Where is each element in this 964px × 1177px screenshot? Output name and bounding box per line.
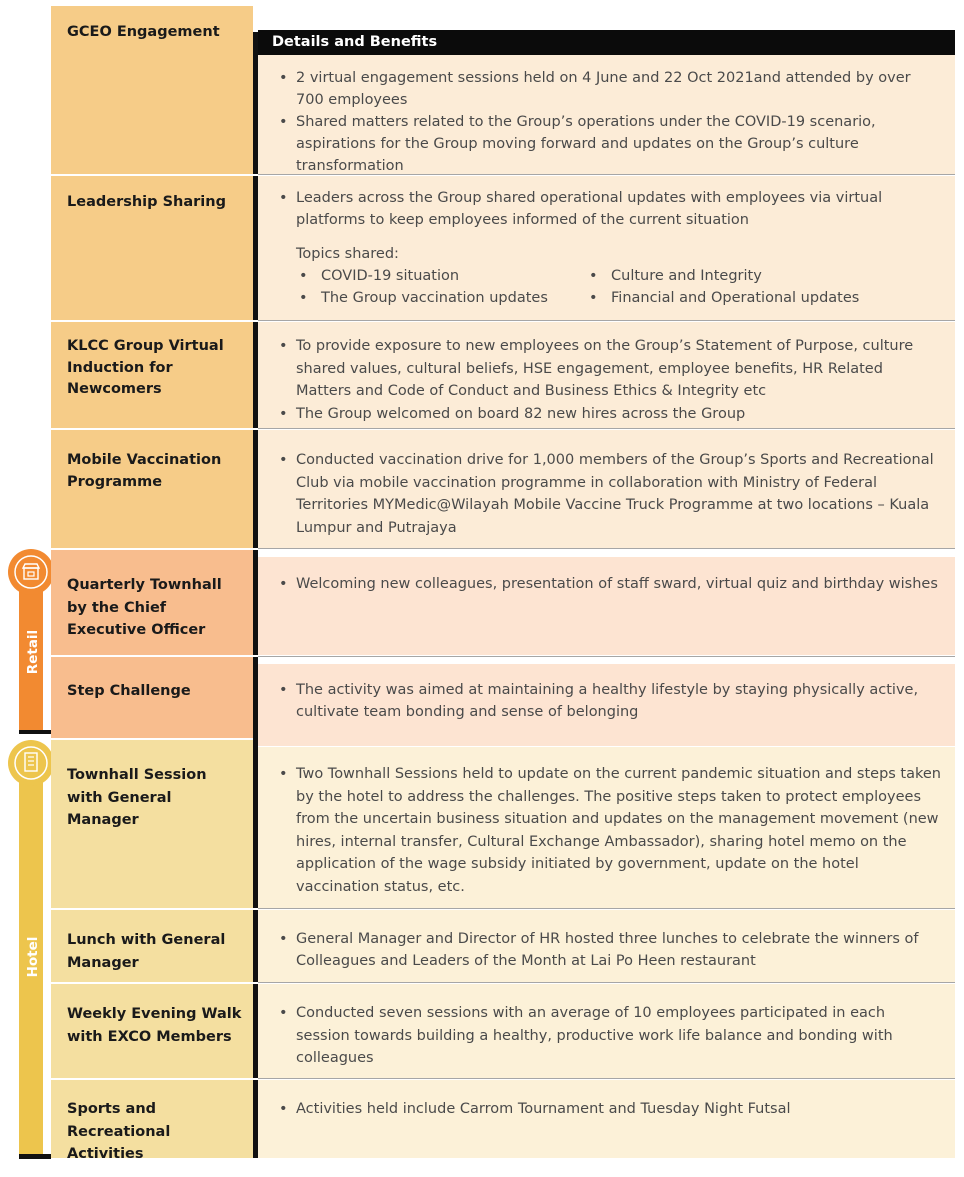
bullet-item: • Activities held include Carrom Tournament and Tuesday Night Futsal xyxy=(276,1098,941,1120)
row-details xyxy=(258,910,955,982)
bullet-item: • Conducted seven sessions with an average of 10 employees participated in each session towards building a healthy, productive work life balance and bonding with colleagues xyxy=(276,1002,941,1070)
row-title: Weekly Evening Walk with EXCO Members xyxy=(51,984,253,1078)
bullet-item: • The Group welcomed on board 82 new hires across the Group xyxy=(276,403,941,426)
row-title: GCEO Engagement xyxy=(51,6,253,174)
row-details xyxy=(258,322,955,428)
bullet-item: • Conducted vaccination drive for 1,000 members of the Group’s Sports and Recreational Club via mobile vaccination programme in collaboration with Ministry of Federal Territories MYMedic@Wilayah Mobile Vaccine Truck Programme at two locations – Kuala Lumpur and Putrajaya xyxy=(276,449,941,539)
row-details xyxy=(258,664,955,746)
bullet-item: • 2 virtual engagement sessions held on 4 June and 22 Oct 2021and attended by over 700 employees xyxy=(276,67,941,111)
topic-item: • The Group vaccination updates xyxy=(296,287,586,309)
retail-icon-circle xyxy=(8,549,54,595)
bullet-item: • Shared matters related to the Group’s operations under the COVID-19 scenario, aspirations for the Group moving forward and updates on the Group’s culture transformation xyxy=(276,111,941,177)
row-title: Step Challenge xyxy=(51,657,253,738)
row-details xyxy=(258,430,955,548)
hotel-icon-circle xyxy=(8,740,54,786)
bullet-item: • The activity was aimed at maintaining a healthy lifestyle by staying physically active, cultivate team bonding and sense of belonging xyxy=(276,679,941,723)
topics-columns xyxy=(276,265,941,309)
row-title: Quarterly Townhall by the Chief Executive Officer xyxy=(51,550,253,655)
topic-item: • Culture and Integrity xyxy=(586,265,859,287)
retail-sidebar-foot xyxy=(19,730,51,734)
row-details xyxy=(258,557,955,655)
bullet-item: • General Manager and Director of HR hosted three lunches to celebrate the winners of Colleagues and Leaders of the Month at Lai Po Heen restaurant xyxy=(276,928,941,972)
row-title: KLCC Group Virtual Induction for Newcomers xyxy=(51,322,253,428)
row-title: Leadership Sharing xyxy=(51,176,253,320)
row-title: Lunch with General Manager xyxy=(51,910,253,982)
row-details xyxy=(258,176,955,320)
hotel-label: Hotel xyxy=(25,936,41,978)
details-header: Details and Benefits xyxy=(258,30,955,55)
building-icon xyxy=(8,740,54,786)
row-title: Sports and Recreational Activities xyxy=(51,1080,253,1158)
row-details xyxy=(258,984,955,1078)
row-details xyxy=(258,747,955,908)
storefront-icon xyxy=(8,549,54,595)
bullet-item: • Leaders across the Group shared operational updates with employees via virtual platforms to keep employees informed of the current situation xyxy=(276,187,941,231)
row-details xyxy=(258,55,955,174)
separator-notch xyxy=(253,6,261,32)
row-details xyxy=(258,1080,955,1158)
bullet-item: • Two Townhall Sessions held to update on the current pandemic situation and steps taken by the hotel to address the challenges. The positive steps taken to protect employees from the uncertain business situation and updates on the management movement (new hires, internal transfer, Cultural Exchange Ambassador), sharing hotel memo on the application of the wage subsidy initiated by government, update on the hotel vaccination status, etc. xyxy=(276,763,943,898)
bullet-item: • To provide exposure to new employees on the Group’s Statement of Purpose, culture shared values, cultural beliefs, HSE engagement, employee benefits, HR Related Matters and Code of Conduct and Business Ethics & Integrity etc xyxy=(276,335,941,403)
retail-label: Retail xyxy=(25,629,41,675)
row-title: Mobile Vaccination Programme xyxy=(51,430,253,548)
topic-item: • Financial and Operational updates xyxy=(586,287,859,309)
row-title: Townhall Session with General Manager xyxy=(51,740,253,908)
bullet-item: • Welcoming new colleagues, presentation of staff sward, virtual quiz and birthday wishes xyxy=(276,573,941,596)
topic-item: • COVID-19 situation xyxy=(296,265,586,287)
hotel-sidebar-foot xyxy=(19,1154,51,1159)
topics-title: Topics shared: xyxy=(296,246,399,262)
